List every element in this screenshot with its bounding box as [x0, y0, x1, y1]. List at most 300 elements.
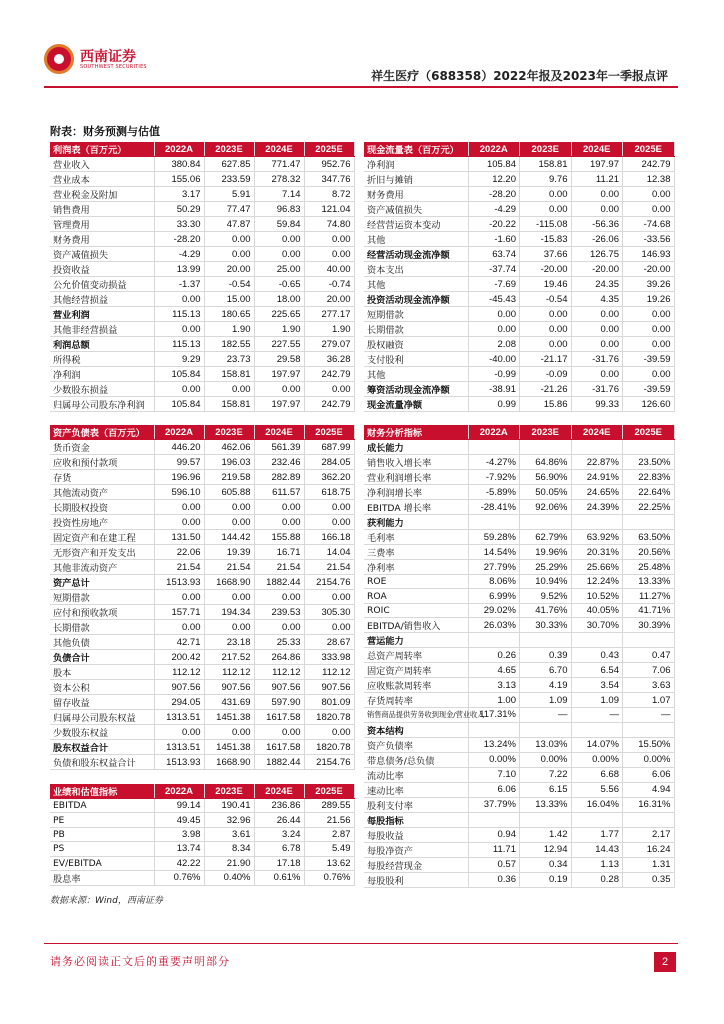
value-cell: -26.06: [571, 232, 623, 247]
value-cell: 13.33%: [623, 575, 675, 589]
value-cell: 1313.51: [154, 710, 204, 725]
row-label: ROE: [364, 575, 468, 589]
table-row: [364, 440, 674, 455]
value-cell: 59.84: [254, 217, 304, 232]
value-cell: 6.15: [520, 782, 572, 797]
row-label: 所得税: [50, 352, 154, 367]
value-cell: 196.96: [154, 470, 204, 485]
value-cell: 21.54: [254, 560, 304, 575]
table-row: [50, 337, 354, 352]
row-label: 资本支出: [364, 262, 468, 277]
value-cell: 112.12: [204, 665, 254, 680]
value-cell: 0.00: [623, 337, 675, 352]
value-cell: 19.26: [623, 292, 675, 307]
value-cell: 907.56: [254, 680, 304, 695]
value-cell: 0.00: [254, 620, 304, 635]
table-row: [364, 500, 674, 515]
value-cell: [468, 440, 520, 455]
value-cell: 20.00: [304, 292, 354, 307]
table-row: [50, 352, 354, 367]
row-label: 每股股利: [364, 872, 468, 887]
value-cell: -0.65: [254, 277, 304, 292]
value-cell: 1513.93: [154, 575, 204, 590]
table-row: [364, 842, 674, 857]
value-cell: -21.17: [520, 352, 572, 367]
value-cell: -7.92%: [468, 470, 520, 485]
value-cell: [468, 633, 520, 648]
value-cell: -28.20: [154, 232, 204, 247]
value-cell: -21.26: [520, 382, 572, 397]
value-cell: -20.00: [623, 262, 675, 277]
value-cell: 3.17: [154, 187, 204, 202]
row-label: 资产总计: [50, 575, 154, 590]
value-cell: 14.04: [304, 545, 354, 560]
value-cell: 627.85: [204, 157, 254, 172]
row-label: 获利能力: [364, 515, 468, 530]
row-label: EBITDA/销售收入: [364, 618, 468, 633]
value-cell: 1820.78: [304, 710, 354, 725]
page-header: [0, 0, 724, 110]
value-cell: 180.65: [204, 307, 254, 322]
year-header-cell: 2023E: [520, 425, 572, 440]
value-cell: 4.94: [623, 782, 675, 797]
value-cell: 7.14: [254, 187, 304, 202]
valuation-metrics-table: [50, 784, 355, 886]
table-row: [50, 455, 354, 470]
row-label: 带息债务/总负债: [364, 752, 468, 767]
value-cell: 16.04%: [571, 797, 623, 812]
value-cell: 197.97: [254, 367, 304, 382]
table-row: [364, 337, 674, 352]
value-cell: -31.76: [571, 352, 623, 367]
table-row: [364, 678, 674, 693]
value-cell: [623, 515, 675, 530]
value-cell: 14.07%: [571, 737, 623, 752]
value-cell: 21.54: [304, 560, 354, 575]
value-cell: 6.70: [520, 663, 572, 678]
value-cell: 5.49: [304, 842, 354, 856]
value-cell: -56.36: [571, 217, 623, 232]
value-cell: 0.57: [468, 857, 520, 872]
value-cell: 63.50%: [623, 530, 675, 545]
value-cell: 24.65%: [571, 485, 623, 500]
value-cell: 10.94%: [520, 575, 572, 589]
value-cell: 5.56: [571, 782, 623, 797]
value-cell: 217.52: [204, 650, 254, 665]
value-cell: 10.52%: [571, 589, 623, 603]
value-cell: 40.00: [304, 262, 354, 277]
value-cell: 115.13: [154, 307, 204, 322]
row-label: 负债和股东权益合计: [50, 755, 154, 770]
value-cell: 1668.90: [204, 755, 254, 770]
value-cell: 28.67: [304, 635, 354, 650]
table-row: [50, 187, 354, 202]
value-cell: -4.29: [468, 202, 520, 217]
value-cell: 40.05%: [571, 603, 623, 617]
value-cell: 15.86: [520, 397, 572, 412]
value-cell: 7.22: [520, 767, 572, 782]
table-row: [364, 560, 674, 575]
table-row: [50, 232, 354, 247]
value-cell: 0.99: [468, 397, 520, 412]
row-label: 折旧与摊销: [364, 172, 468, 187]
table-title-cell: 利润表（百万元）: [50, 142, 154, 157]
value-cell: 687.99: [304, 440, 354, 455]
value-cell: 25.33: [254, 635, 304, 650]
value-cell: 0.00%: [571, 752, 623, 767]
value-cell: 380.84: [154, 157, 204, 172]
row-label: 其他流动资产: [50, 485, 154, 500]
row-label: 营业收入: [50, 157, 154, 172]
value-cell: 0.00%: [520, 752, 572, 767]
table-row: [364, 618, 674, 633]
value-cell: 155.88: [254, 530, 304, 545]
value-cell: 1882.44: [254, 755, 304, 770]
value-cell: 6.54: [571, 663, 623, 678]
row-label: 其他经营损益: [50, 292, 154, 307]
table-row: [50, 590, 354, 605]
value-cell: 611.57: [254, 485, 304, 500]
value-cell: 112.12: [254, 665, 304, 680]
row-label: 长期借款: [50, 620, 154, 635]
value-cell: [520, 440, 572, 455]
value-cell: 112.12: [154, 665, 204, 680]
year-header-cell: 2024E: [254, 142, 304, 157]
value-cell: -39.59: [623, 382, 675, 397]
value-cell: 1.90: [304, 322, 354, 337]
value-cell: 236.86: [254, 799, 304, 813]
value-cell: 0.76%: [154, 870, 204, 885]
value-cell: 1.90: [254, 322, 304, 337]
table-header-row: [364, 142, 674, 157]
value-cell: 8.34: [204, 842, 254, 856]
value-cell: 279.07: [304, 337, 354, 352]
row-label: 短期借款: [364, 307, 468, 322]
value-cell: 2154.76: [304, 575, 354, 590]
value-cell: 6.06: [468, 782, 520, 797]
value-cell: 0.00: [571, 202, 623, 217]
table-row: [50, 397, 354, 412]
value-cell: 0.00: [154, 292, 204, 307]
value-cell: 99.33: [571, 397, 623, 412]
value-cell: 0.00: [571, 307, 623, 322]
table-row: [50, 545, 354, 560]
table-row: [364, 708, 674, 722]
value-cell: 232.46: [254, 455, 304, 470]
value-cell: 907.56: [204, 680, 254, 695]
row-label: 资本结构: [364, 722, 468, 737]
row-label: 速动比率: [364, 782, 468, 797]
value-cell: 13.74: [154, 842, 204, 856]
row-label: 成长能力: [364, 440, 468, 455]
table-header-row: [364, 425, 674, 440]
value-cell: 225.65: [254, 307, 304, 322]
table-header-row: [50, 784, 354, 799]
value-cell: 36.28: [304, 352, 354, 367]
value-cell: -1.60: [468, 232, 520, 247]
company-logo: [44, 44, 154, 78]
value-cell: -0.54: [204, 277, 254, 292]
value-cell: 37.66: [520, 247, 572, 262]
table-row: [364, 232, 674, 247]
value-cell: 166.18: [304, 530, 354, 545]
value-cell: 0.19: [520, 872, 572, 887]
value-cell: 131.50: [154, 530, 204, 545]
value-cell: 49.45: [154, 813, 204, 827]
value-cell: 126.60: [623, 397, 675, 412]
value-cell: 25.29%: [520, 560, 572, 575]
value-cell: 30.39%: [623, 618, 675, 633]
value-cell: 3.24: [254, 827, 304, 841]
value-cell: 462.06: [204, 440, 254, 455]
table-row: [50, 635, 354, 650]
value-cell: 22.25%: [623, 500, 675, 515]
row-label: PS: [50, 842, 154, 856]
row-label: 其他: [364, 232, 468, 247]
value-cell: 13.03%: [520, 737, 572, 752]
value-cell: 0.00%: [468, 752, 520, 767]
value-cell: 22.64%: [623, 485, 675, 500]
value-cell: 0.00: [154, 322, 204, 337]
logo-english-name: SOUTHWEST SECURITIES: [80, 64, 147, 70]
footer-divider: [44, 943, 678, 944]
table-row: [364, 767, 674, 782]
value-cell: 200.42: [154, 650, 204, 665]
value-cell: 0.00%: [623, 752, 675, 767]
value-cell: 0.00: [154, 382, 204, 397]
table-row: [364, 367, 674, 382]
table-row: [50, 680, 354, 695]
value-cell: 47.87: [204, 217, 254, 232]
value-cell: 196.03: [204, 455, 254, 470]
value-cell: 6.99%: [468, 589, 520, 603]
year-header-cell: 2022A: [468, 425, 520, 440]
value-cell: —: [623, 708, 675, 722]
value-cell: 0.00: [254, 590, 304, 605]
year-header-cell: 2022A: [154, 784, 204, 799]
row-label: 营业利润: [50, 307, 154, 322]
value-cell: 0.00: [204, 620, 254, 635]
value-cell: 13.33%: [520, 797, 572, 812]
value-cell: 282.89: [254, 470, 304, 485]
row-label: 存货: [50, 470, 154, 485]
row-label: 其他非经营损益: [50, 322, 154, 337]
table-row: [364, 812, 674, 827]
value-cell: 0.94: [468, 827, 520, 842]
value-cell: 2.17: [623, 827, 675, 842]
year-header-cell: 2024E: [254, 425, 304, 440]
table-title-cell: 财务分析指标: [364, 425, 468, 440]
value-cell: 29.58: [254, 352, 304, 367]
value-cell: 194.34: [204, 605, 254, 620]
value-cell: 446.20: [154, 440, 204, 455]
row-label: 股本: [50, 665, 154, 680]
value-cell: 26.03%: [468, 618, 520, 633]
row-label: 投资收益: [50, 262, 154, 277]
table-row: [364, 575, 674, 589]
value-cell: -38.91: [468, 382, 520, 397]
value-cell: 158.81: [520, 157, 572, 172]
value-cell: 1882.44: [254, 575, 304, 590]
value-cell: 0.00: [468, 322, 520, 337]
table-row: [50, 710, 354, 725]
year-header-cell: 2022A: [154, 142, 204, 157]
value-cell: -45.43: [468, 292, 520, 307]
value-cell: 105.84: [154, 367, 204, 382]
value-cell: 2.08: [468, 337, 520, 352]
row-label: 应收账款周转率: [364, 678, 468, 693]
value-cell: 1.13: [571, 857, 623, 872]
table-row: [50, 530, 354, 545]
value-cell: 0.61%: [254, 870, 304, 885]
value-cell: 1.00: [468, 693, 520, 708]
value-cell: 41.76%: [520, 603, 572, 617]
value-cell: 0.00: [571, 337, 623, 352]
row-label: 资产减值损失: [364, 202, 468, 217]
value-cell: 242.79: [304, 397, 354, 412]
value-cell: 32.96: [204, 813, 254, 827]
value-cell: -20.00: [571, 262, 623, 277]
row-label: 支付股利: [364, 352, 468, 367]
table-row: [50, 367, 354, 382]
table-row: [364, 633, 674, 648]
value-cell: 0.00: [304, 515, 354, 530]
value-cell: 0.00: [204, 590, 254, 605]
value-cell: 12.20: [468, 172, 520, 187]
value-cell: 771.47: [254, 157, 304, 172]
table-row: [50, 470, 354, 485]
value-cell: 1.07: [623, 693, 675, 708]
table-title-cell: 业绩和估值指标: [50, 784, 154, 799]
value-cell: —: [571, 708, 623, 722]
value-cell: -1.37: [154, 277, 204, 292]
value-cell: 157.71: [154, 605, 204, 620]
row-label: 留存收益: [50, 695, 154, 710]
value-cell: 9.76: [520, 172, 572, 187]
value-cell: 1.42: [520, 827, 572, 842]
value-cell: 1.77: [571, 827, 623, 842]
value-cell: 0.00: [154, 725, 204, 740]
value-cell: [571, 722, 623, 737]
table-row: [50, 755, 354, 770]
table-row: [364, 648, 674, 663]
row-label: 营业成本: [50, 172, 154, 187]
table-row: [364, 530, 674, 545]
balance-sheet-table: [50, 425, 355, 770]
value-cell: 63.92%: [571, 530, 623, 545]
value-cell: 8.72: [304, 187, 354, 202]
value-cell: 13.24%: [468, 737, 520, 752]
table-row: [50, 307, 354, 322]
table-row: [364, 352, 674, 367]
value-cell: -28.20: [468, 187, 520, 202]
row-label: 负债合计: [50, 650, 154, 665]
value-cell: 14.54%: [468, 545, 520, 560]
row-label: 存货周转率: [364, 693, 468, 708]
value-cell: 0.00: [520, 187, 572, 202]
value-cell: 12.24%: [571, 575, 623, 589]
row-label: 净利润增长率: [364, 485, 468, 500]
value-cell: 39.26: [623, 277, 675, 292]
value-cell: 30.33%: [520, 618, 572, 633]
value-cell: 92.06%: [520, 500, 572, 515]
value-cell: 4.19: [520, 678, 572, 693]
value-cell: 16.71: [254, 545, 304, 560]
value-cell: 42.71: [154, 635, 204, 650]
table-row: [364, 485, 674, 500]
value-cell: 5.91: [204, 187, 254, 202]
value-cell: 0.00: [254, 247, 304, 262]
value-cell: 289.55: [304, 799, 354, 813]
value-cell: 25.48%: [623, 560, 675, 575]
year-header-cell: 2024E: [254, 784, 304, 799]
value-cell: 14.43: [571, 842, 623, 857]
value-cell: 21.56: [304, 813, 354, 827]
table-row: [364, 722, 674, 737]
value-cell: 0.00: [623, 187, 675, 202]
table-row: [50, 172, 354, 187]
table-row: [364, 172, 674, 187]
table-row: [364, 292, 674, 307]
row-label: EBITDA 增长率: [364, 500, 468, 515]
row-label: 股息率: [50, 870, 154, 885]
table-row: [50, 500, 354, 515]
table-row: [364, 752, 674, 767]
value-cell: 0.28: [571, 872, 623, 887]
value-cell: 30.70%: [571, 618, 623, 633]
table-row: [50, 605, 354, 620]
year-header-cell: 2022A: [154, 425, 204, 440]
row-label: ROA: [364, 589, 468, 603]
value-cell: 264.86: [254, 650, 304, 665]
table-row: [364, 827, 674, 842]
value-cell: 907.56: [154, 680, 204, 695]
value-cell: 20.56%: [623, 545, 675, 560]
value-cell: 77.47: [204, 202, 254, 217]
value-cell: 801.09: [304, 695, 354, 710]
row-label: 营业利润增长率: [364, 470, 468, 485]
year-header-cell: 2023E: [520, 142, 572, 157]
year-header-cell: 2025E: [623, 425, 675, 440]
value-cell: 0.35: [623, 872, 675, 887]
value-cell: 1617.58: [254, 740, 304, 755]
table-row: [50, 217, 354, 232]
row-label: 资产减值损失: [50, 247, 154, 262]
value-cell: 0.00: [304, 247, 354, 262]
value-cell: -28.41%: [468, 500, 520, 515]
table-row: [364, 693, 674, 708]
value-cell: [571, 515, 623, 530]
value-cell: 333.98: [304, 650, 354, 665]
value-cell: 11.21: [571, 172, 623, 187]
table-row: [50, 440, 354, 455]
row-label: PE: [50, 813, 154, 827]
value-cell: 74.80: [304, 217, 354, 232]
value-cell: 22.83%: [623, 470, 675, 485]
table-row: [50, 515, 354, 530]
value-cell: 158.81: [204, 367, 254, 382]
row-label: 总资产周转率: [364, 648, 468, 663]
table-row: [364, 157, 674, 172]
row-label: 归属母公司股东权益: [50, 710, 154, 725]
value-cell: 362.20: [304, 470, 354, 485]
value-cell: 26.44: [254, 813, 304, 827]
value-cell: 29.02%: [468, 603, 520, 617]
value-cell: 0.00: [571, 367, 623, 382]
table-row: [364, 603, 674, 617]
row-label: 投资性房地产: [50, 515, 154, 530]
value-cell: 7.06: [623, 663, 675, 678]
